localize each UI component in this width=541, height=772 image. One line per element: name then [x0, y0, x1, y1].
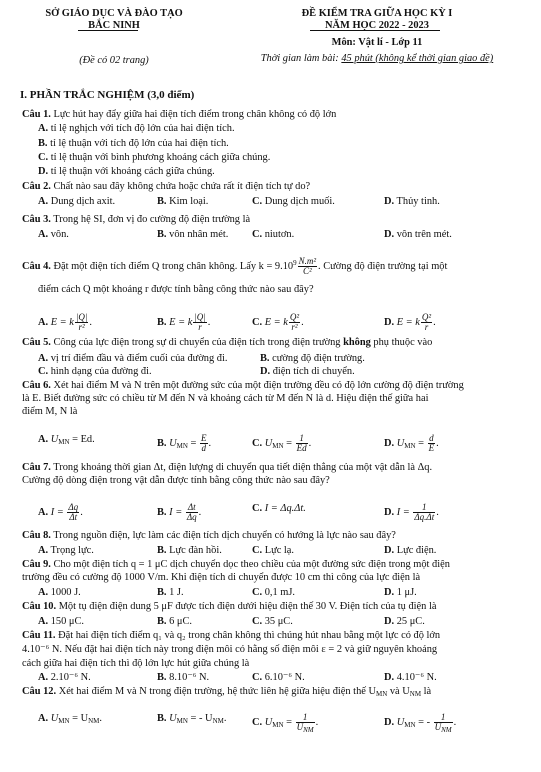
option-letter: B.	[157, 616, 167, 627]
option-text: 6.10⁻⁶ N.	[264, 672, 305, 683]
option-text: =	[283, 716, 295, 728]
option-letter: C.	[252, 503, 263, 514]
option-letter: B.	[157, 672, 167, 683]
option-letter: B.	[157, 229, 167, 240]
option-text: vôn nhân mét.	[169, 229, 229, 240]
subscript: NM	[409, 690, 422, 698]
option-letter: D.	[384, 196, 395, 207]
section-title: I. PHẦN TRẮC NGHIỆM (3,0 điểm)	[20, 89, 195, 101]
option-text: I =	[50, 506, 67, 518]
question-text: là	[421, 686, 432, 697]
subscript: MN	[272, 720, 284, 729]
option-text: tỉ lệ thuận với bình phương khoảng cách giữa chúng.	[50, 152, 271, 163]
question-11-line	[22, 630, 440, 642]
question-7-line	[22, 475, 330, 487]
option-text: = Ed.	[69, 434, 95, 445]
answer-option-A	[38, 434, 95, 446]
answer-option-A	[38, 229, 69, 241]
option-letter: B.	[157, 545, 167, 556]
exam-header	[0, 8, 541, 74]
option-letter: A.	[38, 196, 49, 207]
fraction-denominator: r	[424, 322, 429, 332]
question-text: Cường độ dòng điện trong vật dẫn được tính bằng công thức nào sau đây?	[22, 475, 330, 486]
answer-option-D	[384, 616, 425, 628]
time-label: Thời gian làm bài:	[260, 53, 342, 64]
option-text: E = k	[396, 316, 420, 328]
option-text: Lực điện.	[396, 545, 437, 556]
question-label: Câu 7.	[22, 462, 51, 473]
option-text: Dung dịch axit.	[50, 196, 116, 207]
answer-option-D	[384, 587, 417, 599]
fraction-numerator: N.m²	[298, 256, 317, 266]
option-letter: B.	[157, 713, 167, 724]
option-letter: C.	[252, 196, 263, 207]
fraction-denominator: $U_{NM}$	[434, 722, 452, 734]
question-text: Trong hệ SI, đơn vị đo cường độ điện trường là	[53, 214, 251, 225]
question-label: Câu 6.	[22, 380, 51, 391]
option-letter: B.	[157, 587, 167, 598]
fraction	[186, 503, 198, 522]
option-text: 1 J.	[169, 587, 184, 598]
answer-option-B: B. I = $\frac{\Delta t}{\Delta q}$ .	[157, 502, 202, 522]
question-text: Chất nào sau đây không chứa hoặc chứa rất ít điện tích tự do?	[53, 181, 311, 192]
answer-option-C: C. $U_{MN}$ = $\frac{1}{U_{NM}}$ .	[252, 712, 319, 734]
option-letter: B.	[157, 437, 167, 449]
question-text: . Cường độ điện trường tại một	[318, 260, 448, 272]
fraction	[421, 313, 432, 332]
fraction	[413, 503, 435, 522]
option-letter: A.	[38, 672, 49, 683]
question-10-line	[22, 601, 436, 613]
question-label: Câu 9.	[22, 559, 51, 570]
answer-option-A	[38, 672, 91, 684]
option-text: U	[264, 437, 273, 449]
subject-line: Môn: Vật lí - Lớp 11	[331, 37, 423, 48]
subscript: MN	[404, 720, 416, 729]
option-text: = -	[415, 716, 433, 728]
answer-option-D	[384, 672, 437, 684]
option-letter: C.	[252, 672, 263, 683]
answer-option-C	[252, 545, 294, 557]
question-12-line	[22, 686, 431, 698]
option-letter: A.	[38, 587, 49, 598]
answer-option-C	[252, 503, 306, 515]
fraction	[296, 434, 308, 453]
option-text: 8.10⁻⁶ N.	[169, 672, 210, 683]
question-6-line	[22, 380, 464, 392]
option-text: = - U	[187, 713, 213, 724]
question-text: trường đều có cường độ 1000 V/m. Khi điện tích di chuyển được 10 cm thì công của lực điện là	[22, 572, 421, 583]
option-letter: B.	[157, 316, 167, 328]
exam-title: ĐỀ KIỂM TRA GIỮA HỌC KỲ I	[301, 8, 453, 19]
question-text: và U	[387, 686, 410, 697]
question-9-line	[22, 572, 420, 584]
header-rule-right	[310, 30, 440, 31]
option-letter: C.	[252, 437, 263, 449]
fraction-numerator: Δq	[68, 502, 79, 512]
fraction-numerator: |Q|	[194, 312, 206, 322]
option-text: U	[169, 713, 177, 724]
question-text: 4.10⁻⁶ N. Nếu đặt hai điện tích này trong điện môi có hằng số điện môi ε = 2 và giữ nguyên khoảng	[22, 644, 438, 655]
answer-option-B: B. $U_{MN}$ = $\frac{E}{d}$ .	[157, 433, 212, 453]
fraction	[434, 713, 453, 732]
answer-option-B: B. E = k $\frac{|Q|}{r}$ .	[157, 312, 211, 332]
option-letter: C.	[252, 545, 263, 556]
question-5-line	[22, 337, 432, 349]
time-value: 45 phút (không kể thời gian giao đề)	[341, 53, 494, 64]
question-text: Công của lực điện trong sự di chuyển của điện tích trong điện trường	[53, 337, 344, 348]
fraction	[200, 434, 208, 453]
fraction-denominator: C²	[302, 266, 312, 276]
subscript: NM	[303, 726, 314, 734]
answer-option-D: D. E = k $\frac{\text{Q²}}{r}$ .	[384, 312, 436, 332]
option-text: 1 μJ.	[396, 587, 417, 598]
answer-option-D: D. I = $\frac{1}{\Delta q.\Delta t}$ .	[384, 502, 439, 522]
question-11-line	[22, 658, 249, 670]
option-letter: A.	[38, 434, 49, 445]
subscript: MN	[404, 441, 416, 450]
option-text: Thủy tinh.	[396, 196, 440, 207]
subscript: MN	[176, 441, 188, 450]
fraction-denominator: Δq.Δt	[414, 512, 435, 522]
answer-option-C: C. $U_{MN}$ = $\frac{1}{Ed}$ .	[252, 433, 312, 453]
subscript: MN	[375, 690, 388, 698]
option-letter: A.	[38, 123, 49, 134]
question-text: phụ thuộc vào	[370, 337, 433, 348]
option-letter: D.	[384, 229, 395, 240]
fraction	[193, 313, 206, 332]
question-4-line	[22, 257, 447, 276]
question-text: Lực hút hay đẩy giữa hai điện tích điểm trong chân không có độ lớn	[53, 109, 337, 120]
option-text: E = k	[50, 316, 74, 328]
option-text: =	[187, 437, 199, 449]
fraction-numerator: E	[201, 433, 207, 443]
fraction-numerator: 1	[296, 713, 315, 723]
question-3-line	[22, 214, 250, 226]
answer-option-A	[38, 196, 115, 208]
answer-option-B	[157, 229, 228, 241]
question-text: cách giữa hai điện tích thì độ lớn lực hút giữa chúng là	[22, 658, 250, 669]
subscript: MN	[58, 717, 70, 725]
fraction-numerator: |Q|	[75, 312, 88, 322]
answer-option-D: D. $U_{MN}$ = $\frac{d}{E}$ .	[384, 433, 439, 453]
option-letter: C.	[252, 716, 263, 728]
fraction	[67, 503, 79, 522]
answer-option-B	[157, 196, 208, 208]
fraction-denominator: Δq	[186, 512, 197, 522]
answer-option-A: A. I = $\frac{\Delta q}{\Delta t}$ .	[38, 502, 83, 522]
option-letter: B.	[260, 353, 270, 364]
pages-note: (Đề có 02 trang)	[79, 55, 149, 66]
option-text: 0,1 mJ.	[264, 587, 296, 598]
question-11-line	[22, 644, 437, 656]
option-text: = U	[69, 713, 89, 724]
answer-option-A	[38, 123, 235, 135]
option-text: U	[169, 437, 177, 449]
fraction-numerator: Q²	[289, 312, 300, 322]
option-letter: D.	[384, 437, 395, 449]
fraction-numerator: 1	[434, 713, 453, 723]
option-letter: C.	[38, 152, 49, 163]
question-text: là E. Biết đường sức có chiều từ M đến N và khoảng cách từ M đến N là d. Hiệu điện thế giữa hai	[22, 393, 429, 404]
header-rule-left	[78, 30, 138, 31]
question-text: Trong nguồn điện, lực làm các điện tích dịch chuyển có hướng là lực nào sau đây?	[53, 530, 396, 541]
question-text: Xét hai điểm M và N trên một đường sức của một điện trường đều có độ lớn cường độ điện trường	[53, 380, 464, 391]
answer-option-A	[38, 545, 94, 557]
question-label: Câu 3.	[22, 214, 51, 225]
option-letter: C.	[38, 366, 49, 377]
question-text: Một tụ điện điện dung 5 μF được tích điện dưới hiệu điện thế 30 V. Điện tích của tụ điện là	[58, 601, 437, 612]
option-text: U	[50, 434, 59, 445]
option-text: niutơn.	[264, 229, 295, 240]
subscript: NM	[212, 717, 224, 725]
option-letter: C.	[252, 587, 263, 598]
option-text: E = k	[169, 316, 193, 328]
option-letter: B.	[38, 138, 48, 149]
question-4-line	[38, 284, 314, 296]
option-text: U	[396, 437, 405, 449]
option-text: vôn trên mét.	[396, 229, 452, 240]
answer-option-B	[260, 353, 365, 365]
option-letter: D.	[38, 166, 49, 177]
answer-option-D	[38, 166, 215, 178]
option-text: vôn.	[50, 229, 69, 240]
option-text: điện tích di chuyển.	[272, 366, 355, 377]
option-text: Lực lạ.	[264, 545, 295, 556]
answer-option-A	[38, 616, 84, 628]
answer-option-D	[260, 366, 355, 378]
option-text: 150 μC.	[50, 616, 85, 627]
answer-option-A: A. $U_{MN} = U_{NM}$.	[38, 713, 102, 725]
option-text: I =	[396, 506, 413, 518]
option-letter: A.	[38, 506, 49, 518]
subscript: NM	[441, 726, 452, 734]
question-1-line	[22, 109, 336, 121]
question-label: Câu 2.	[22, 181, 51, 192]
question-text: Xét hai điểm M và N trong điện trường, hệ thức liên hệ giữa hiệu điện thế U	[58, 686, 376, 697]
option-text: 6 μC.	[169, 616, 193, 627]
question-2-line	[22, 181, 310, 193]
answer-option-D	[384, 229, 452, 241]
department-province: BẮC NINH	[88, 20, 140, 31]
time-line	[218, 53, 536, 64]
exponent: 9	[293, 258, 297, 267]
answer-option-D: D. $U_{MN}$ = - $\frac{1}{U_{NM}}$ .	[384, 712, 457, 734]
answer-option-B: B. $U_{MN}$ = - $U_{NM}$.	[157, 713, 227, 725]
question-label: Câu 5.	[22, 337, 51, 348]
fraction-numerator: 1	[413, 503, 435, 513]
answer-option-B	[157, 587, 184, 599]
option-letter: B.	[157, 506, 167, 518]
option-letter: D.	[384, 506, 395, 518]
option-text: Dung dịch muối.	[264, 196, 335, 207]
question-7-line	[22, 462, 432, 474]
option-text: Lực đàn hồi.	[169, 545, 222, 556]
question-6-line	[22, 393, 428, 405]
option-letter: A.	[38, 316, 49, 328]
answer-option-B	[157, 545, 222, 557]
answer-option-D	[384, 196, 440, 208]
fraction-denominator: E	[428, 443, 435, 453]
question-label: Câu 12.	[22, 686, 57, 697]
option-letter: D.	[384, 672, 395, 683]
answer-option-C	[252, 616, 293, 628]
option-letter: D.	[384, 316, 395, 328]
option-text: Trọng lực.	[50, 545, 94, 556]
option-letter: A.	[38, 616, 49, 627]
option-letter: C.	[252, 229, 263, 240]
question-text: điểm cách Q một khoảng r được tính bằng công thức nào sau đây?	[38, 284, 314, 295]
option-text: U	[396, 716, 405, 728]
option-letter: A.	[38, 229, 49, 240]
question-text: Đặt hai điện tích điểm q₁ và q₂ trong chân không thì chúng hút nhau bằng một lực có độ lớn	[58, 630, 441, 641]
subscript: MN	[176, 717, 188, 725]
option-text: 2.10⁻⁶ N.	[50, 672, 91, 683]
question-9-line	[22, 559, 450, 571]
fraction	[75, 313, 88, 332]
option-text: 25 μC.	[396, 616, 425, 627]
fraction-denominator: r	[198, 322, 202, 332]
option-letter: C.	[252, 616, 263, 627]
question-text: điểm M, N là	[22, 406, 78, 417]
option-text: tỉ lệ thuận với tích độ lớn của hai điện tích.	[50, 138, 229, 149]
option-text: =	[283, 437, 295, 449]
fraction-numerator: 1	[296, 434, 308, 444]
fraction	[428, 434, 436, 453]
fraction-denominator: r²	[78, 322, 85, 332]
option-letter: A.	[38, 353, 49, 364]
option-text: I = Δq.Δt.	[264, 503, 306, 514]
question-text: Cho một điện tích q = 1 μC dịch chuyển dọc theo chiều của một đường sức điện trong một điện	[53, 559, 450, 570]
option-text: U	[50, 713, 59, 724]
option-text: =	[415, 437, 427, 449]
question-8-line	[22, 530, 396, 542]
option-letter: C.	[252, 316, 263, 328]
option-text: E = k	[264, 316, 288, 328]
option-text: 35 μC.	[264, 616, 293, 627]
answer-option-C	[252, 229, 294, 241]
fraction-numerator: Q²	[421, 312, 432, 322]
answer-option-C	[252, 672, 305, 684]
school-year: NĂM HỌC 2022 - 2023	[325, 20, 429, 31]
answer-option-C	[252, 587, 295, 599]
fraction-denominator: Ed	[296, 443, 307, 453]
answer-option-A	[38, 353, 227, 365]
option-text: vị trí điểm đầu và điểm cuối của đường đi.	[50, 353, 228, 364]
option-letter: D.	[384, 716, 395, 728]
option-text: tỉ lệ nghịch với tích độ lớn của hai điện tích.	[50, 123, 235, 134]
fraction	[289, 313, 300, 332]
subscript: MN	[58, 438, 70, 446]
option-letter: B.	[157, 196, 167, 207]
subscript: NM	[88, 717, 100, 725]
answer-option-C	[38, 152, 270, 164]
option-letter: D.	[384, 545, 395, 556]
option-letter: D.	[384, 616, 395, 627]
question-label: Câu 4.	[22, 260, 51, 272]
answer-option-B	[38, 138, 229, 150]
fraction-denominator: d	[201, 443, 206, 453]
option-letter: A.	[38, 545, 49, 556]
option-text: Kim loại.	[169, 196, 209, 207]
option-letter: A.	[38, 713, 49, 724]
answer-option-D	[384, 545, 436, 557]
question-label: Câu 1.	[22, 109, 51, 120]
option-letter: D.	[260, 366, 271, 377]
option-text: tỉ lệ thuận với khoảng cách giữa chúng.	[50, 166, 215, 177]
answer-option-A	[38, 587, 81, 599]
question-6-line	[22, 406, 77, 418]
question-label: Câu 10.	[22, 601, 57, 612]
constant-unit-fraction	[298, 257, 317, 276]
option-text: I =	[169, 506, 185, 518]
answer-option-A: A. E = k $\frac{|Q|}{\text{r²}}$ .	[38, 312, 92, 332]
answer-option-C	[252, 196, 335, 208]
question-text: Đặt một điện tích điểm Q trong chân không. Lấy k = 9.10	[53, 260, 294, 272]
fraction-numerator: d	[429, 433, 434, 443]
question-label: Câu 8.	[22, 530, 51, 541]
answer-option-C: C. E = k $\frac{\text{Q²}}{\text{r²}}$ .	[252, 312, 304, 332]
subscript: MN	[272, 441, 284, 450]
question-text: Trong khoảng thời gian Δt, điện lượng di chuyển qua tiết diện thẳng của một vật dẫn là Δq.	[53, 462, 433, 473]
option-text: cường độ điện trường.	[272, 353, 365, 364]
fraction	[296, 713, 315, 732]
question-text: không	[343, 337, 371, 348]
option-letter: D.	[384, 587, 395, 598]
question-label: Câu 11.	[22, 630, 56, 641]
option-text: 1000 J.	[50, 587, 81, 598]
answer-option-C	[38, 366, 152, 378]
fraction-denominator: Δt	[69, 512, 78, 522]
option-text: 4.10⁻⁶ N.	[396, 672, 437, 683]
option-text: hình dạng của đường đi.	[50, 366, 152, 377]
fraction-denominator: $U_{NM}$	[296, 722, 314, 734]
department-name: SỞ GIÁO DỤC VÀ ĐÀO TẠO	[45, 8, 183, 19]
fraction-numerator: Δt	[187, 502, 196, 512]
option-text: U	[264, 716, 273, 728]
answer-option-B	[157, 672, 209, 684]
answer-option-B	[157, 616, 192, 628]
fraction-denominator: r²	[291, 322, 298, 332]
